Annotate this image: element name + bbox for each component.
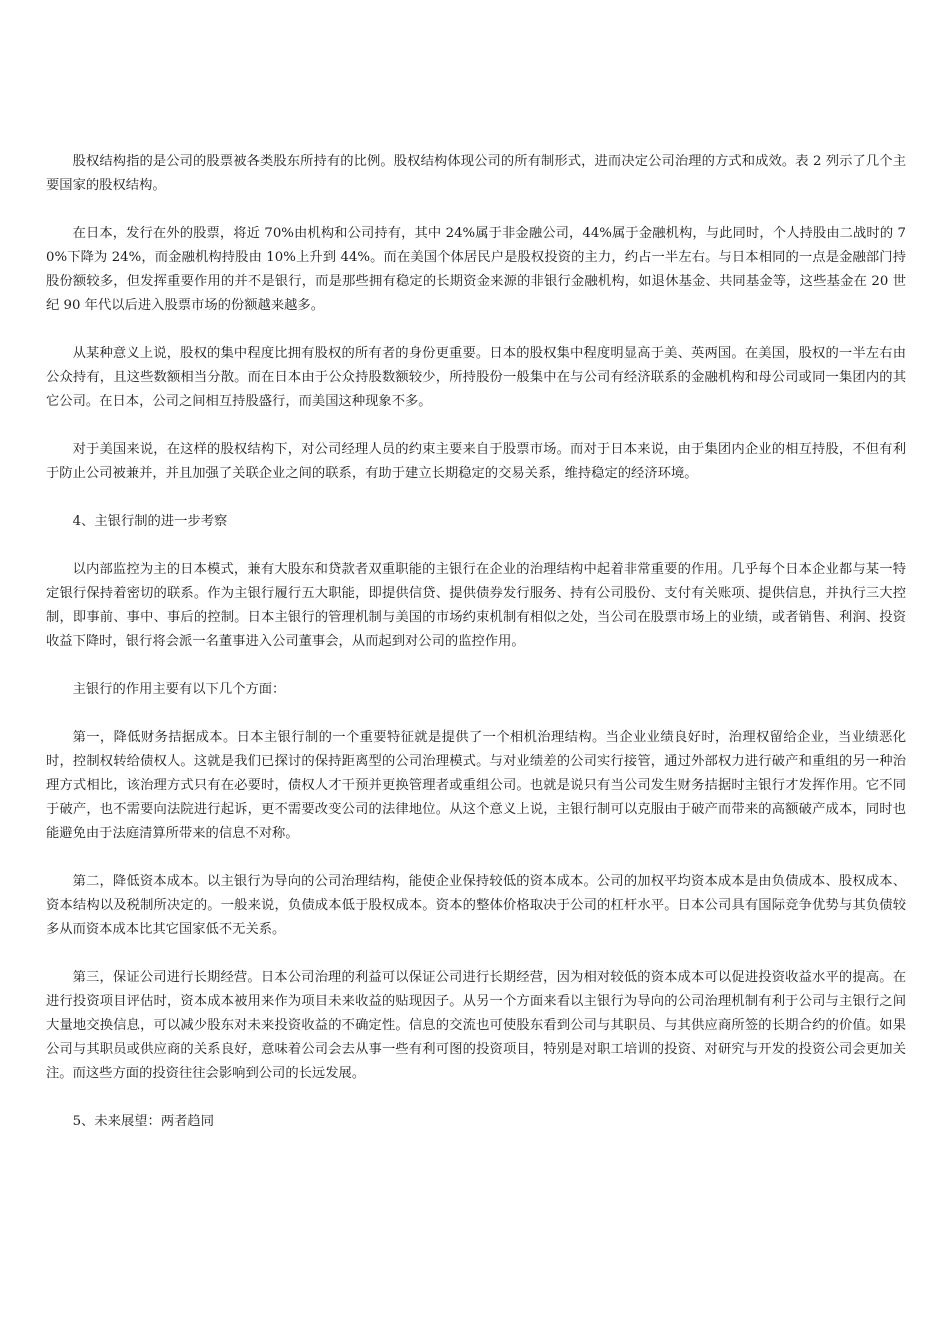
paragraph-second-point: 第二，降低资本成本。以主银行为导向的公司治理结构，能使企业保持较低的资本成本。公司的加权平均资本成本是由负债成本、股权成本、资本结构以及税制所决定的。一般来说，负债成本低于股权成本。资本的整体价格取决于公司的杠杆水平。日本公司具有国际竞争优势与其负债较多从而资本成本比其它国家低不无关系。 <box>46 874 906 937</box>
subheading-main-bank-functions: 主银行的作用主要有以下几个方面： <box>72 682 286 697</box>
paragraph-first-point: 第一，降低财务拮据成本。日本主银行制的一个重要特征就是提供了一个相机治理结构。当企业业绩良好时，治理权留给企业，当业绩恶化时，控制权转给债权人。这就是我们已探讨的保持距离型的公司治理模式。与对业绩差的公司实行接管，通过外部权力进行破产和重组的另一种治理方式相比，该治理方式只有在必要时，债权人才干预并更换管理者或重组公司。也就是说只有当公司发生财务拮据时主银行才发挥作用。它不同于破产，也不需要向法院进行起诉，更不需要改变公司的法律地位。从这个意义上说，主银行制可以克服由于破产而带来的高额破产成本，同时也能避免由于法庭清算所带来的信息不对称。 <box>46 730 906 841</box>
paragraph-ownership-structure: 股权结构指的是公司的股票被各类股东所持有的比例。股权结构体现公司的所有制形式，进而决定公司治理的方式和成效。表 2 列示了几个主要国家的股权结构。 <box>46 154 906 193</box>
section-heading-outlook: 5、未来展望：两者趋同 <box>72 1114 215 1129</box>
document-body <box>46 150 906 1158</box>
paragraph-third-point: 第三，保证公司进行长期经营。日本公司治理的利益可以保证公司进行长期经营，因为相对较低的资本成本可以促进投资收益水平的提高。在进行投资项目评估时，资本成本被用来作为项目未来收益的贴现因子。从另一个方面来看以主银行为导向的公司治理机制有利于公司与主银行之间大量地交换信息，可以减少股东对未来投资收益的不确定性。信息的交流也可使股东看到公司与其职员、与其供应商所签的长期合约的价值。如果公司与其职员或供应商的关系良好，意味着公司会去从事一些有利可图的投资项目，特别是对职工培训的投资、对研究与开发的投资公司会更加关注。而这些方面的投资往往会影响到公司的长远发展。 <box>46 970 906 1081</box>
section-heading-main-bank: 4、主银行制的进一步考察 <box>72 514 228 529</box>
paragraph-main-bank-role: 以内部监控为主的日本模式，兼有大股东和贷款者双重职能的主银行在企业的治理结构中起着非常重要的作用。几乎每个日本企业都与某一特定银行保持着密切的联系。作为主银行履行五大职能，即提供信贷、提供债券发行服务、持有公司股份、支付有关账项、提供信息，并执行三大控制，即事前、事中、事后的控制。日本主银行的管理机制与美国的市场约束机制有相似之处，当公司在股票市场上的业绩，或者销售、利润、投资收益下降时，银行将会派一名董事进入公司董事会，从而起到对公司的监控作用。 <box>46 562 906 649</box>
paragraph-japan-shareholding: 在日本，发行在外的股票，将近 70%由机构和公司持有，其中 24%属于非金融公司，44%属于金融机构，与此同时，个人持股由二战时的 70%下降为 24%，而金融机构持股由 10%上升到 44%。而在美国个体居民户是股权投资的主力，约占一半左右。与日本相同的一点是金融部门持股份额较多，但发挥重要作用的并不是银行，而是那些拥有稳定的长期资金来源的非银行金融机构，如退休基金、共同基金等，这些基金在 20 世纪 90 年代以后进入股票市场的份额越来越多。 <box>46 226 906 313</box>
paragraph-concentration: 从某种意义上说，股权的集中程度比拥有股权的所有者的身份更重要。日本的股权集中程度明显高于美、英两国。在美国，股权的一半左右由公众持有，且这些数额相当分散。而在日本由于公众持股数额较少，所持股份一般集中在与公司有经济联系的金融机构和母公司或同一集团内的其它公司。在日本，公司之间相互持股盛行，而美国这种现象不多。 <box>46 346 906 409</box>
paragraph-us-vs-japan: 对于美国来说，在这样的股权结构下，对公司经理人员的约束主要来自于股票市场。而对于日本来说，由于集团内企业的相互持股，不但有利于防止公司被兼并，并且加强了关联企业之间的联系，有助于建立长期稳定的交易关系，维持稳定的经济环境。 <box>46 442 906 481</box>
